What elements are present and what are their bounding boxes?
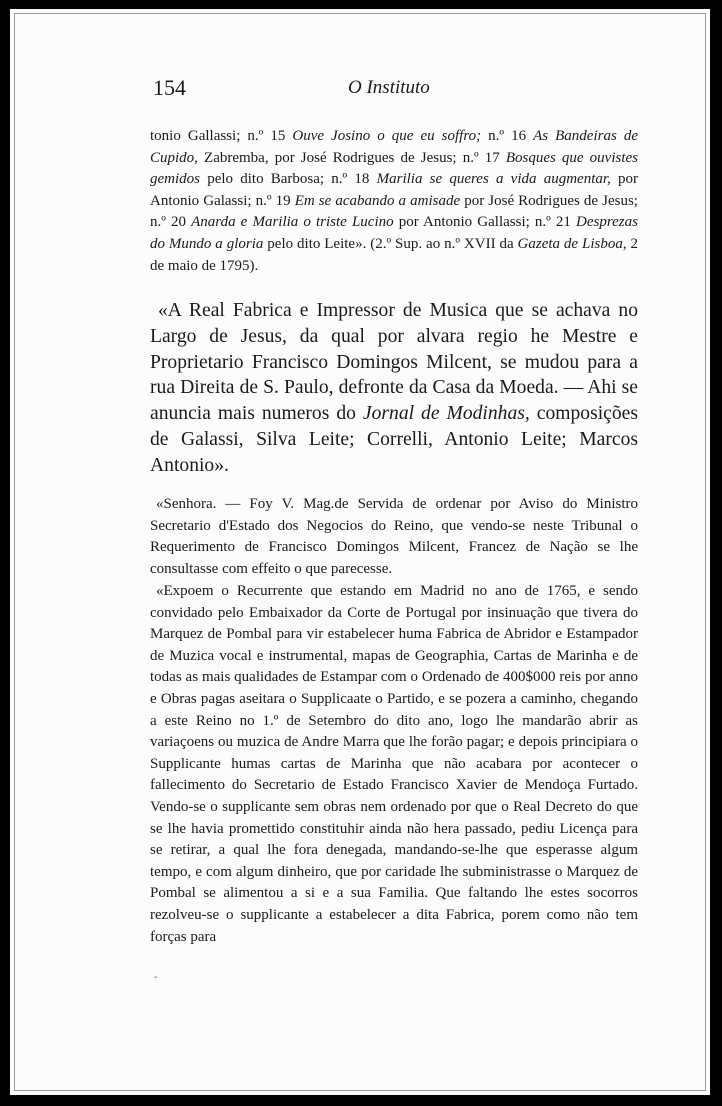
printer-mark: ‐: [154, 972, 158, 983]
continued-paragraph: tonio Gallassi; n.º 15 Ouve Josino o que eu soffro; n.º 16 As Bandeiras de Cupido, Zabremba, por José Rodrigues de Jesus; n.º 17 Bosques que ouvistes gemidos pelo dito Barbosa; n.º 18 Marilia se queres a vida augmentar, por Antonio Galassi; n.º 19 Em se acabando a amisade por José Rodrigues de Jesus; n.º 20 Anarda e Marilia o triste Lucino por Antonio Gallassi; n.º 21 Desprezas do Mundo a gloria pelo dito Leite». (2.º Sup. ao n.º XVII da Gazeta de Lisboa, 2 de maio de 1795).: [150, 128, 638, 274]
large-quote: «A Real Fabrica e Impressor de Musica que se achava no Largo de Jesus, da qual por alvara regio he Mestre e Proprietario Francisco Domingos Milcent, se mudou para a rua Direita de S. Paulo, defronte da Casa da Moeda. — Ahi se anuncia mais numeros do Jornal de Modinhas, composições de Galassi, Silva Leite; Correlli, Antonio Leite; Marcos Antonio».: [150, 300, 638, 476]
page-number: 154: [153, 75, 186, 100]
page-header: [153, 75, 640, 105]
document-paragraph: «Senhora. — Foy V. Mag.de Servida de ordenar por Aviso do Ministro Secretario d'Estado dos Negocios do Reino, que vendo-se neste Tribunal o Requerimento de Francisco Domingos Milcent, Francez de Nação se lhe consultasse com effeito o que parecesse.: [150, 496, 638, 577]
book-page: [10, 9, 710, 1095]
running-title: O Instituto: [348, 77, 430, 98]
document-paragraph: «Expoem o Recurrente que estando em Madrid no ano de 1765, e sendo convidado pelo Embaixador da Corte de Portugal por insinuação que tivera do Marquez de Pombal para vir estabelecer huma Fabrica de Abridor e Estampador de Muzica vocal e instrumental, mapas de Geographia, Cartas de Marinha e de todas as mais qualidades de Estampar com o Ordenado de 400$000 reis por anno e Obras pagas aseitara o Supplicaate o Partido, e se pozera a caminho, chegando a este Reino no 1.º de Setembro do dito ano, logo lhe mandarão abrir as variaçoens ou muzica de Andre Marra que lhe forão pagar; e depois principiara o Supplicante humas cartas de Marinha que não acabara por acontecer o fallecimento do Secretario de Estado Francisco Xavier de Mendoça Furtado. Vendo-se o supplicante sem obras nem ordenado por que o Real Decreto do que se lhe havia promettido constituhir ainda não hera passado, pediu Licença para se retirar, a qual lhe fora denegada, mandando-se-lhe que esperasse algum tempo, e com algum dinheiro, que por caridade lhe subministrasse o Marquez de Pombal se alimentou a si e a sua Familia. Que faltando lhe estes socorros rezolveu-se o supplicante a estabelecer a dita Fabrica, porem como não tem forças para: [150, 583, 638, 945]
